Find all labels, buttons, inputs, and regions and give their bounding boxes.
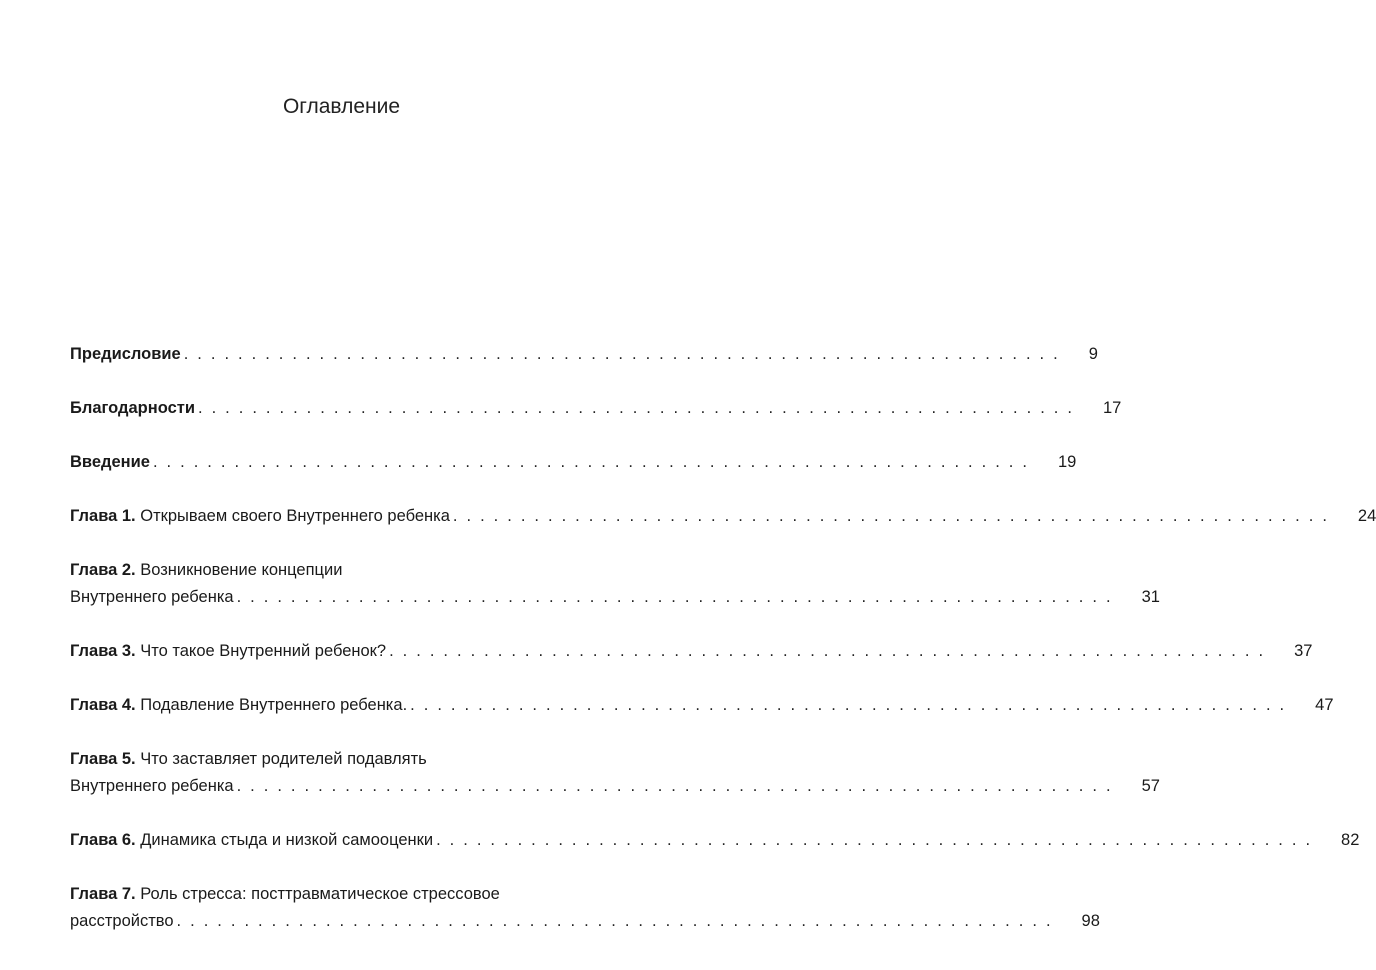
chapter-number: Глава 6. xyxy=(70,831,136,849)
chapter-title-continued: расстройство xyxy=(70,912,174,930)
toc-entry-preface xyxy=(70,341,1098,368)
toc-entry-chapter-7 xyxy=(70,881,1100,935)
chapter-number: Глава 7. xyxy=(70,885,136,903)
dot-leader: ................................................................. xyxy=(410,696,1294,714)
chapter-number: Глава 3. xyxy=(70,642,136,660)
toc-entry-title: Благодарности xyxy=(70,399,195,417)
chapter-number: Глава 5. xyxy=(70,750,136,768)
dot-leader: ................................................................. xyxy=(176,912,1060,930)
page-title: Оглавление xyxy=(282,95,401,118)
toc-page-number: 19 xyxy=(1057,453,1077,471)
toc-entry-chapter-6 xyxy=(70,827,1360,854)
chapter-title: Что такое Внутренний ребенок? xyxy=(140,642,387,660)
chapter-title-continued: Внутреннего ребенка xyxy=(70,588,234,606)
chapter-title: Динамика стыда и низкой самооценки xyxy=(140,831,434,849)
chapter-number: Глава 4. xyxy=(70,696,136,714)
toc-page-number: 47 xyxy=(1315,696,1334,714)
dot-leader: ................................................................. xyxy=(152,453,1036,471)
toc-entry-chapter-1 xyxy=(70,503,1376,530)
dot-leader: ................................................................. xyxy=(389,642,1273,660)
toc-entry-introduction xyxy=(70,449,1077,476)
chapter-title: Открываем своего Внутреннего ребенка xyxy=(140,507,450,525)
toc-entry-title: Введение xyxy=(70,453,150,471)
chapter-title-continued: Внутреннего ребенка xyxy=(70,777,234,795)
toc-page-number: 31 xyxy=(1141,588,1160,606)
toc-page-number: 37 xyxy=(1294,642,1313,660)
toc-entry-chapter-5 xyxy=(70,746,1160,800)
dot-leader: ................................................................. xyxy=(452,507,1336,525)
dot-leader: ................................................................. xyxy=(183,345,1067,363)
toc-page-number: 82 xyxy=(1341,831,1360,849)
toc-page-number: 17 xyxy=(1102,399,1122,417)
toc-entry-chapter-4 xyxy=(70,692,1334,719)
toc-page-number: 9 xyxy=(1088,345,1098,363)
table-of-contents xyxy=(70,341,1376,962)
dot-leader: ................................................................. xyxy=(236,588,1120,606)
chapter-number: Глава 1. xyxy=(70,507,136,525)
toc-page-number: 24 xyxy=(1357,507,1376,525)
toc-entry-chapter-3 xyxy=(70,638,1313,665)
dot-leader: ................................................................. xyxy=(236,777,1120,795)
toc-entry-title: Предисловие xyxy=(70,345,181,363)
chapter-number: Глава 2. xyxy=(70,561,136,579)
toc-page-number: 98 xyxy=(1081,912,1100,930)
toc-page-number: 57 xyxy=(1141,777,1160,795)
dot-leader: ................................................................. xyxy=(436,831,1320,849)
chapter-title: Возникновение концепции xyxy=(140,561,343,579)
toc-entry-acknowledgements xyxy=(70,395,1122,422)
chapter-title: Подавление Внутреннего ребенка. xyxy=(140,696,408,714)
toc-entry-chapter-2 xyxy=(70,557,1160,611)
chapter-title: Что заставляет родителей подавлять xyxy=(140,750,427,768)
chapter-title: Роль стресса: посттравматическое стрессовое xyxy=(140,885,500,903)
dot-leader: ................................................................. xyxy=(198,399,1081,417)
